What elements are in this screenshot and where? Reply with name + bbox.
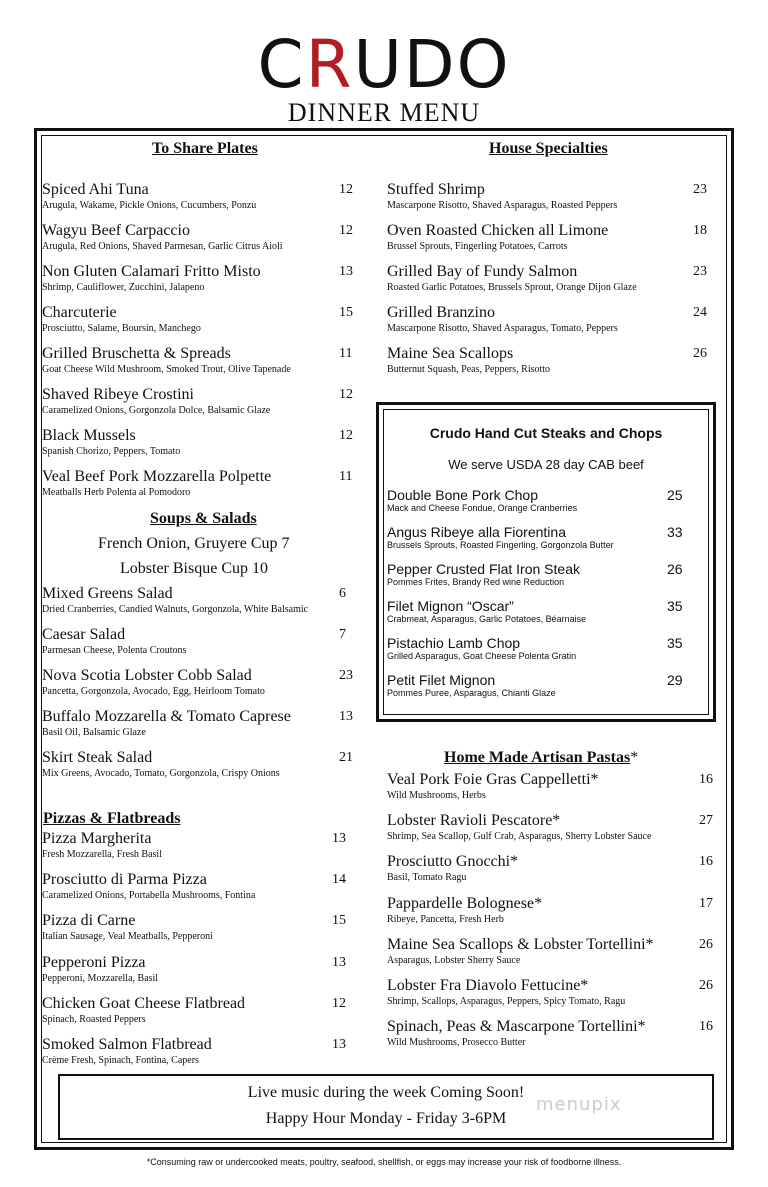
item-description: Mascarpone Risotto, Shaved Asparagus, Roasted Peppers bbox=[387, 200, 618, 211]
item-name: Chicken Goat Cheese Flatbread bbox=[42, 994, 246, 1012]
item-price: 13 bbox=[339, 264, 353, 279]
logo bbox=[0, 26, 768, 103]
item-price: 26 bbox=[699, 936, 713, 952]
item-price: 21 bbox=[339, 750, 353, 765]
menu-item bbox=[387, 977, 713, 1008]
item-price: 15 bbox=[332, 913, 346, 929]
pastas-title bbox=[444, 749, 638, 767]
item-description: Shrimp, Scallops, Asparagus, Peppers, Spicy Tomato, Ragu bbox=[387, 996, 626, 1007]
item-price: 24 bbox=[693, 305, 707, 320]
menu-item bbox=[42, 263, 353, 294]
item-description: Mix Greens, Avocado, Tomato, Gorgonzola, Crispy Onions bbox=[42, 768, 280, 779]
item-description: Spanish Chorizo, Peppers, Tomato bbox=[42, 446, 181, 457]
item-price: 26 bbox=[667, 561, 683, 577]
item-name: Double Bone Pork Chop bbox=[387, 487, 538, 503]
item-price: 14 bbox=[332, 872, 346, 888]
item-description: Brussels Sprouts, Roasted Fingerling, Gorgonzola Butter bbox=[387, 540, 614, 550]
item-name: Pappardelle Bolognese* bbox=[387, 894, 543, 912]
menu-item bbox=[387, 853, 713, 884]
item-description: Asparagus, Lobster Sherry Sauce bbox=[387, 954, 521, 966]
item-price: 13 bbox=[332, 1037, 346, 1052]
item-price: 13 bbox=[332, 831, 346, 846]
menu-item bbox=[42, 871, 346, 902]
item-name: Non Gluten Calamari Fritto Misto bbox=[42, 263, 261, 280]
food-safety-footnote: *Consuming raw or undercooked meats, poultry, seafood, shellfish, or eggs may increase your risk of foodborne illness. bbox=[146, 1157, 622, 1167]
menu-item bbox=[387, 894, 713, 926]
item-price: 18 bbox=[693, 223, 707, 238]
happy-hour-text: Happy Hour Monday - Friday 3-6PM bbox=[265, 1110, 507, 1127]
item-description: Pancetta, Gorgonzola, Avocado, Egg, Heirloom Tomato bbox=[42, 686, 265, 697]
item-description: Mascarpone Risotto, Shaved Asparagus, Tomato, Peppers bbox=[387, 323, 618, 334]
item-name: Pepperoni Pizza bbox=[42, 953, 146, 971]
item-description: Dried Cranberries, Candied Walnuts, Gorgonzola, White Balsamic bbox=[42, 604, 309, 615]
menu-item bbox=[387, 771, 713, 802]
item-description: Shrimp, Cauliflower, Zucchini, Jalapeno bbox=[42, 282, 205, 293]
item-description: Goat Cheese Wild Mushroom, Smoked Trout, Olive Tapenade bbox=[42, 364, 291, 375]
item-price: 33 bbox=[667, 524, 683, 540]
watermark: menupix bbox=[536, 1094, 622, 1115]
item-name: Spiced Ahi Tuna bbox=[42, 181, 149, 198]
item-description: Pommes Frites, Brandy Red wine Reduction bbox=[387, 577, 565, 587]
house-title: House Specialties bbox=[489, 140, 608, 157]
menu-subtitle: DINNER MENU bbox=[287, 98, 481, 127]
menu-item bbox=[42, 222, 353, 253]
item-name: Pepper Crusted Flat Iron Steak bbox=[387, 561, 580, 577]
item-description: Pommes Puree, Asparagus, Chianti Glaze bbox=[387, 688, 556, 698]
soups-title: Soups & Salads bbox=[150, 510, 257, 527]
item-price: 16 bbox=[699, 854, 713, 870]
item-price: 29 bbox=[667, 672, 683, 688]
logo-c: C bbox=[257, 26, 306, 103]
item-description: Basil Oil, Balsamic Glaze bbox=[42, 727, 146, 738]
item-description: Brussel Sprouts, Fingerling Potatoes, Carrots bbox=[387, 241, 568, 252]
item-price: 35 bbox=[667, 598, 683, 614]
item-price: 12 bbox=[339, 428, 353, 443]
item-price: 12 bbox=[332, 995, 346, 1011]
item-price: 23 bbox=[339, 668, 353, 683]
item-name: Spinach, Peas & Mascarpone Tortellini* bbox=[387, 1018, 646, 1036]
item-description: Grilled Asparagus, Goat Cheese Polenta Gratin bbox=[387, 651, 577, 661]
item-name: Veal Beef Pork Mozzarella Polpette bbox=[42, 468, 272, 485]
menu-item bbox=[387, 812, 713, 843]
item-price: 12 bbox=[339, 182, 353, 197]
item-price: 13 bbox=[332, 954, 346, 970]
item-description: Wild Mushrooms, Herbs bbox=[387, 790, 486, 801]
item-description: Meatballs Herb Polenta al Pomodoro bbox=[42, 487, 191, 498]
menu-item bbox=[42, 626, 346, 657]
menu-item bbox=[42, 749, 353, 780]
item-name: Filet Mignon “Oscar” bbox=[387, 598, 514, 614]
menu-item bbox=[42, 830, 346, 861]
item-description: Basil, Tomato Ragu bbox=[387, 872, 467, 884]
menu-item bbox=[387, 1018, 713, 1049]
menu-item bbox=[42, 585, 346, 616]
menu-item bbox=[387, 635, 697, 662]
item-description: Italian Sausage, Veal Meatballs, Pepperoni bbox=[42, 931, 213, 943]
item-name: Black Mussels bbox=[42, 427, 136, 444]
menu-item bbox=[387, 524, 697, 551]
item-name: Stuffed Shrimp bbox=[387, 181, 485, 198]
item-price: 7 bbox=[339, 627, 346, 642]
item-name: Skirt Steak Salad bbox=[42, 749, 153, 766]
item-name: Wagyu Beef Carpaccio bbox=[42, 222, 190, 239]
item-name: Petit Filet Mignon bbox=[387, 672, 496, 688]
item-name: Caesar Salad bbox=[42, 626, 126, 643]
item-price: 12 bbox=[339, 387, 353, 402]
menu-item bbox=[387, 345, 707, 376]
item-name: Mixed Greens Salad bbox=[42, 585, 173, 602]
menu-item bbox=[387, 222, 707, 253]
menu-item bbox=[387, 598, 697, 625]
item-name: Nova Scotia Lobster Cobb Salad bbox=[42, 667, 252, 684]
item-name: Maine Sea Scallops bbox=[387, 345, 514, 362]
menu-item bbox=[42, 1036, 346, 1067]
item-price: 16 bbox=[699, 1019, 713, 1035]
item-name: Charcuterie bbox=[42, 304, 117, 321]
menu-item bbox=[42, 304, 353, 335]
item-price: 11 bbox=[339, 346, 353, 361]
item-price: 11 bbox=[339, 469, 353, 484]
item-name: Lobster Fra Diavolo Fettucine* bbox=[387, 977, 589, 994]
menu-item bbox=[387, 487, 697, 514]
menu-item bbox=[387, 935, 713, 967]
pizzas-title: Pizzas & Flatbreads bbox=[43, 810, 181, 827]
item-description: Caramelized Onions, Portabella Mushrooms, Fontina bbox=[42, 890, 256, 902]
item-description: Shrimp, Sea Scallop, Gulf Crab, Asparagus, Sherry Lobster Sauce bbox=[387, 831, 652, 843]
item-description: Mack and Cheese Fondue, Orange Cranberries bbox=[387, 503, 578, 513]
item-name: Lobster Ravioli Pescatore* bbox=[387, 812, 561, 830]
item-price: 27 bbox=[699, 813, 713, 829]
item-description: Pepperoni, Mozzarella, Basil bbox=[42, 972, 159, 984]
item-price: 13 bbox=[339, 709, 353, 724]
share-title: To Share Plates bbox=[152, 140, 258, 157]
live-music-text: Live music during the week Coming Soon! bbox=[247, 1084, 525, 1101]
item-description: Prosciutto, Salame, Boursin, Manchego bbox=[42, 323, 201, 334]
item-description: Butternut Squash, Peas, Peppers, Risotto bbox=[387, 364, 551, 375]
item-name: Pizza Margherita bbox=[42, 830, 152, 847]
item-price: 25 bbox=[667, 487, 683, 503]
menu-item bbox=[42, 994, 346, 1026]
item-description: Crème Fresh, Spinach, Fontina, Capers bbox=[42, 1055, 199, 1066]
item-price: 26 bbox=[693, 346, 707, 361]
logo-udo: UDO bbox=[353, 26, 511, 103]
item-name: Grilled Bay of Fundy Salmon bbox=[387, 263, 578, 280]
item-name: Grilled Bruschetta & Spreads bbox=[42, 345, 231, 362]
menu-item bbox=[387, 672, 697, 699]
item-price: 23 bbox=[693, 264, 707, 279]
logo-r: R bbox=[305, 26, 354, 103]
item-price: 16 bbox=[699, 772, 713, 787]
item-description: Wild Mushrooms, Prosecco Butter bbox=[387, 1037, 526, 1049]
item-description: Roasted Garlic Potatoes, Brussels Sprout, Orange Dijon Glaze bbox=[387, 282, 637, 293]
item-name: Smoked Salmon Flatbread bbox=[42, 1036, 212, 1053]
soup-lobster-bisque: Lobster Bisque Cup 10 bbox=[120, 560, 268, 577]
soup-french-onion: French Onion, Gruyere Cup 7 bbox=[98, 535, 290, 552]
item-price: 17 bbox=[699, 895, 713, 911]
steaks-box bbox=[376, 402, 716, 722]
item-name: Angus Ribeye alla Fiorentina bbox=[387, 524, 566, 540]
item-price: 6 bbox=[339, 586, 346, 601]
item-name: Veal Pork Foie Gras Cappelletti* bbox=[387, 771, 599, 788]
item-description: Spinach, Roasted Peppers bbox=[42, 1013, 146, 1025]
item-name: Prosciutto Gnocchi* bbox=[387, 853, 519, 871]
item-description: Ribeye, Pancetta, Fresh Herb bbox=[387, 913, 504, 925]
item-description: Fresh Mozzarella, Fresh Basil bbox=[42, 849, 162, 860]
item-name: Buffalo Mozzarella & Tomato Caprese bbox=[42, 708, 291, 725]
steaks-title: Crudo Hand Cut Steaks and Chops bbox=[429, 425, 663, 441]
item-name: Shaved Ribeye Crostini bbox=[42, 386, 194, 403]
menu-item bbox=[42, 345, 353, 376]
menu-item bbox=[42, 468, 353, 499]
menu-item bbox=[42, 953, 346, 985]
item-price: 26 bbox=[699, 978, 713, 993]
menu-item bbox=[387, 561, 697, 588]
menu-item bbox=[42, 427, 353, 458]
menu-item bbox=[42, 181, 353, 212]
menu-item bbox=[42, 912, 346, 943]
item-description: Caramelized Onions, Gorgonzola Dolce, Balsamic Glaze bbox=[42, 405, 271, 416]
item-description: Parmesan Cheese, Polenta Croutons bbox=[42, 645, 187, 656]
item-price: 35 bbox=[667, 635, 683, 651]
menu-item bbox=[42, 386, 353, 417]
item-price: 23 bbox=[693, 182, 707, 197]
item-name: Pistachio Lamb Chop bbox=[387, 635, 521, 651]
item-description: Arugula, Red Onions, Shaved Parmesan, Garlic Citrus Aioli bbox=[42, 241, 283, 252]
steaks-subtitle: We serve USDA 28 day CAB beef bbox=[448, 457, 644, 472]
menu-item bbox=[42, 667, 353, 698]
item-name: Prosciutto di Parma Pizza bbox=[42, 871, 207, 889]
menu-item bbox=[42, 708, 353, 739]
item-description: Crabmeat, Asparagus, Garlic Potatoes, Béarnaise bbox=[387, 614, 587, 624]
menu-item bbox=[387, 263, 707, 294]
item-name: Pizza di Carne bbox=[42, 912, 136, 930]
item-name: Oven Roasted Chicken all Limone bbox=[387, 222, 609, 239]
pastas-title-asterisk: * bbox=[630, 749, 639, 766]
item-name: Maine Sea Scallops & Lobster Tortellini* bbox=[387, 935, 654, 953]
item-price: 12 bbox=[339, 223, 353, 238]
item-price: 15 bbox=[339, 305, 353, 320]
menu-item bbox=[387, 304, 707, 335]
item-name: Grilled Branzino bbox=[387, 304, 495, 321]
menu-item bbox=[387, 181, 707, 212]
item-description: Arugula, Wakame, Pickle Onions, Cucumbers, Ponzu bbox=[42, 200, 257, 211]
pastas-title-text: Home Made Artisan Pastas bbox=[444, 749, 631, 766]
